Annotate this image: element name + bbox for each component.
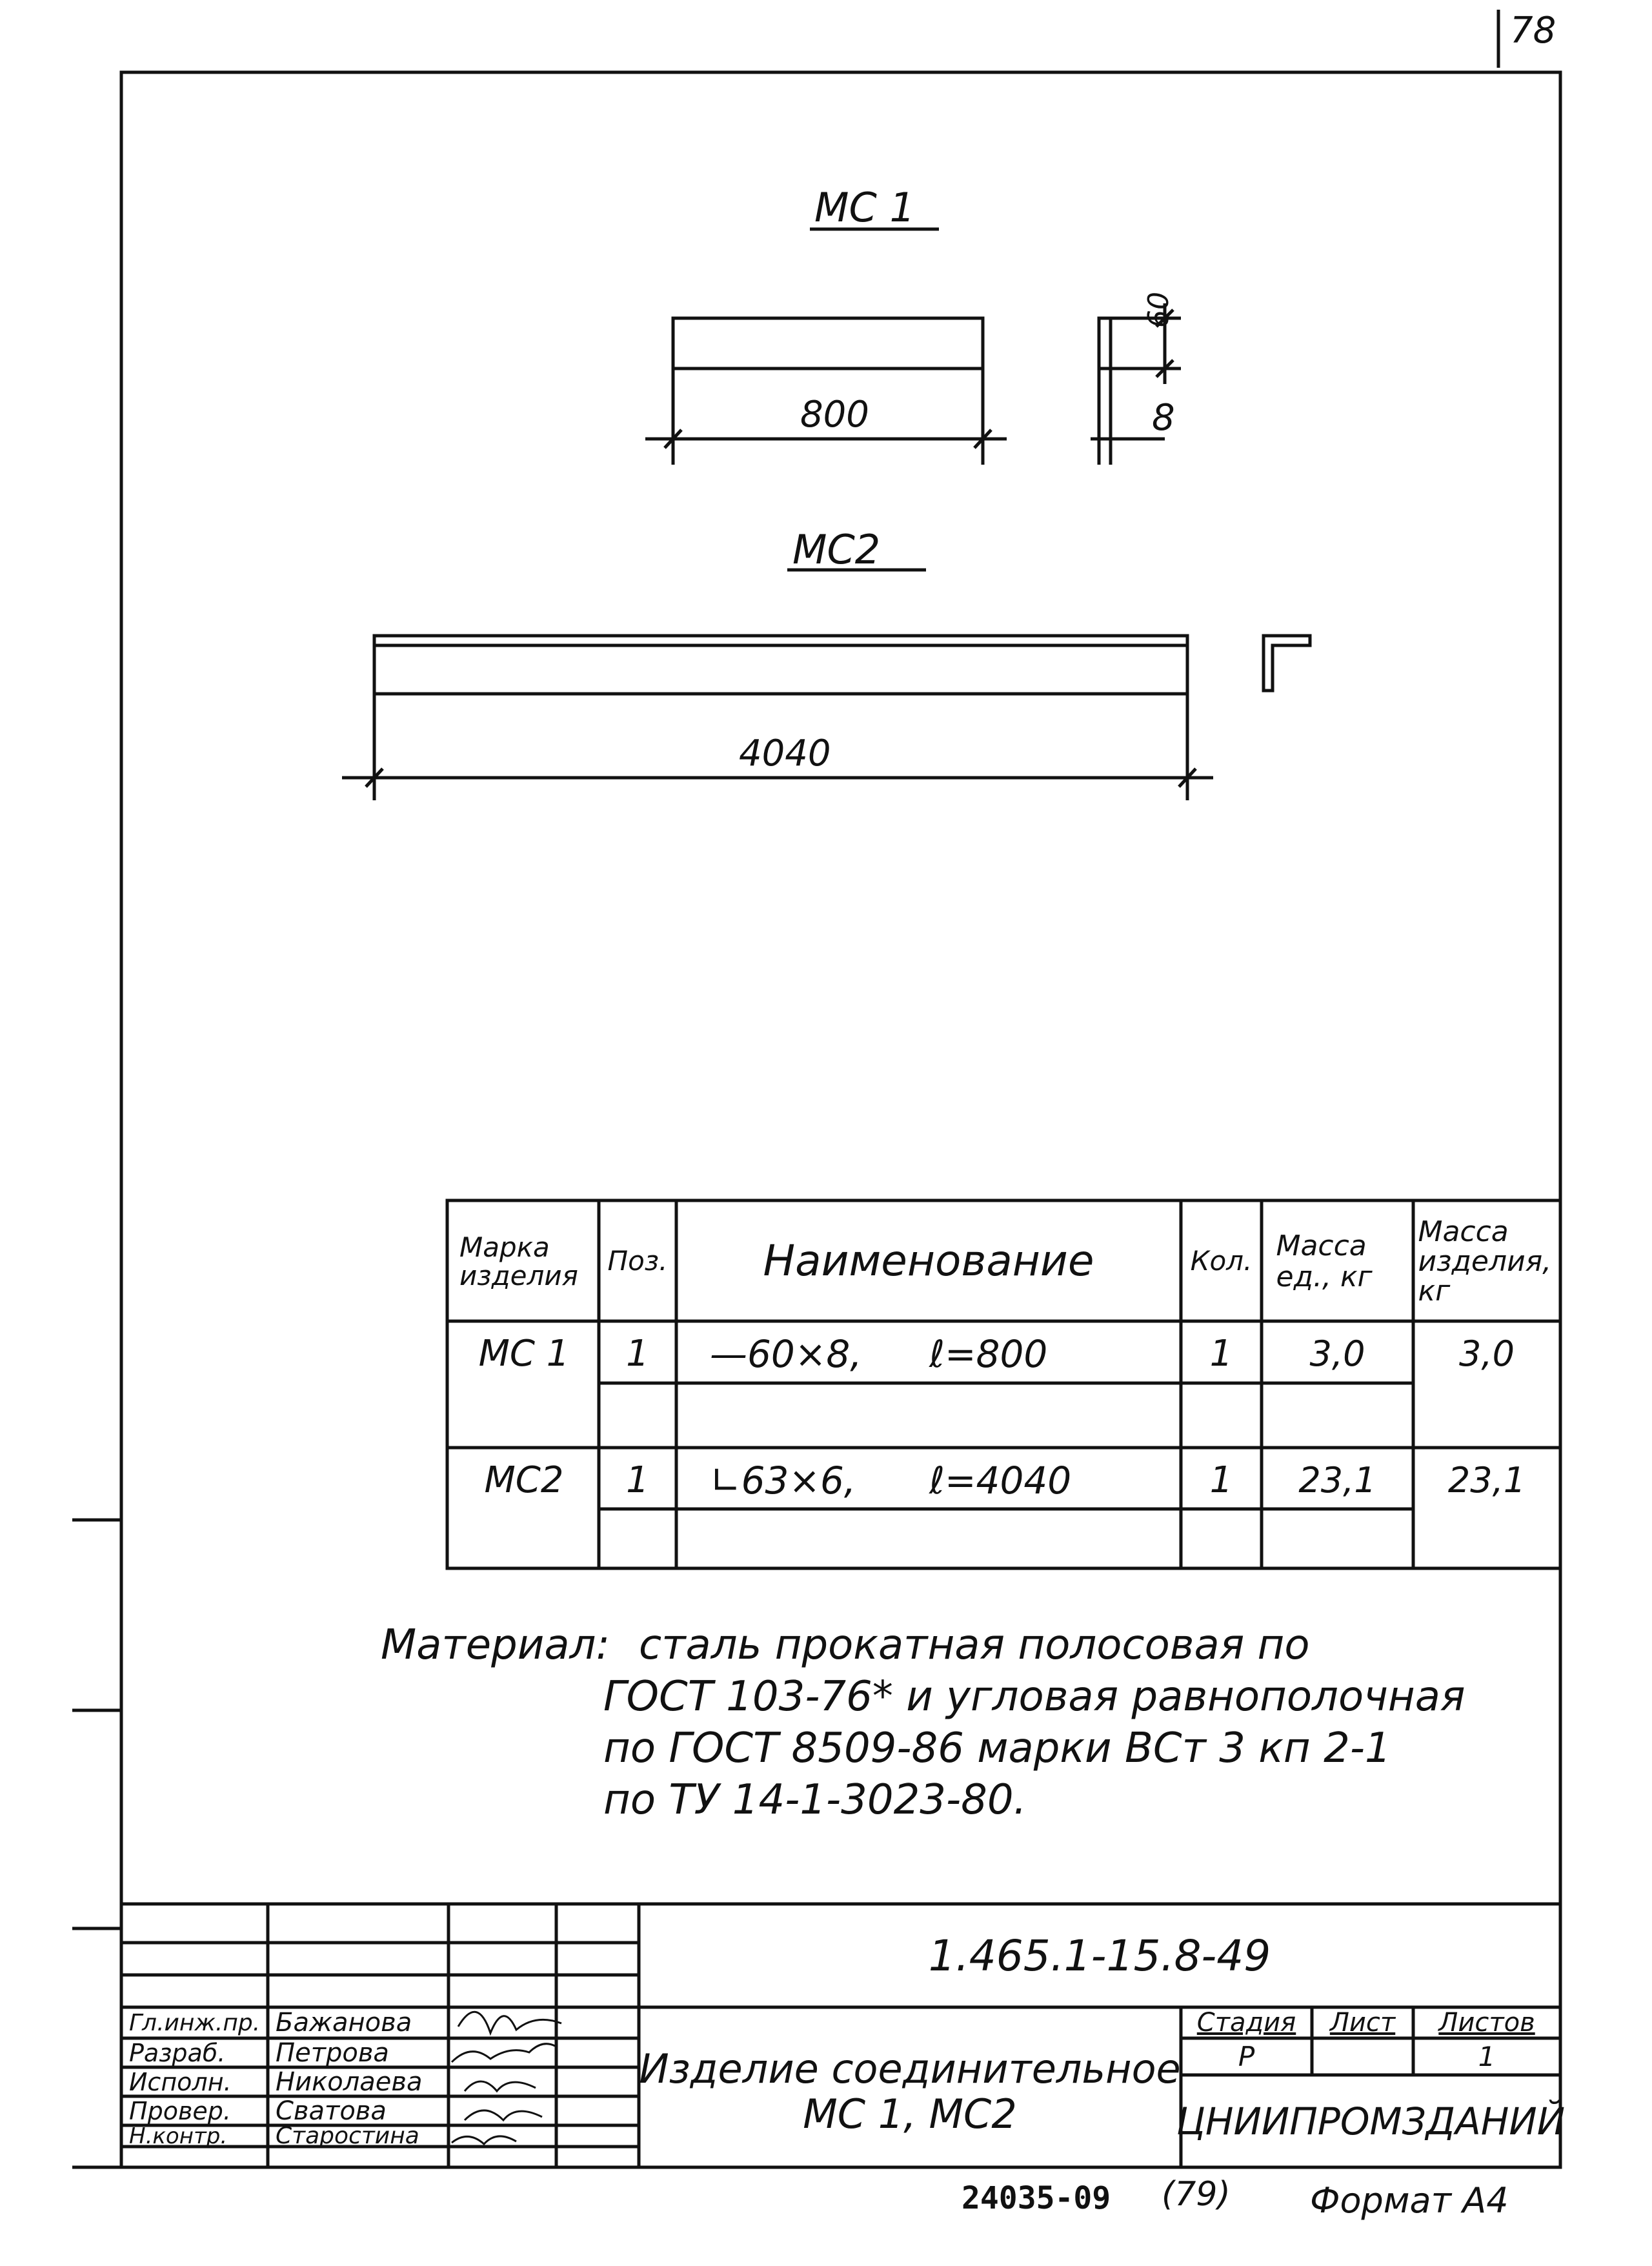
footer-page: (79)	[1162, 2175, 1231, 2214]
part2-length-dimension: 4040	[739, 733, 831, 774]
header-name: Наименование	[763, 1236, 1094, 1286]
role-4-name: Сватова	[276, 2096, 387, 2126]
row1-mass-unit: 3,0	[1309, 1333, 1365, 1374]
role-2-name: Петрова	[276, 2038, 389, 2068]
part1-length-dimension: 800	[800, 394, 869, 436]
header-qty: Кол.	[1190, 1245, 1253, 1277]
sheets-label: Листов	[1438, 2008, 1535, 2038]
signature-5	[452, 2136, 516, 2144]
row2-qty: 1	[1209, 1459, 1233, 1501]
footer-code: 24035-09	[962, 2180, 1111, 2216]
header-mark-text: Марка изделия	[459, 1231, 578, 1291]
organization: ЦНИИПРОМЗДАНИЙ	[1176, 2099, 1566, 2143]
material-label: Материал:	[381, 1621, 610, 1669]
row1-mark: МС 1	[478, 1333, 570, 1375]
sheet-frame	[121, 72, 1566, 2167]
footer-format: Формат А4	[1310, 2180, 1509, 2221]
row1-qty: 1	[1209, 1333, 1233, 1375]
title-line-2: МС 1, МС2	[803, 2090, 1017, 2138]
role-1-name: Бажанова	[276, 2008, 412, 2038]
material-line-2: ГОСТ 103-76* и угловая равнополочная	[603, 1673, 1466, 1721]
part1-front-view	[673, 318, 983, 369]
role-1: Гл.инж.пр.	[129, 2009, 261, 2036]
part2-title: МС2	[792, 526, 881, 573]
material-line-4: по ТУ 14-1-3023-80.	[603, 1776, 1027, 1824]
sheet-label: Лист	[1329, 2008, 1396, 2038]
role-5-name: Старостина	[276, 2123, 419, 2149]
row1-pos: 1	[626, 1333, 649, 1375]
row2-mass-unit: 23,1	[1298, 1460, 1376, 1501]
stage-label: Стадия	[1196, 2008, 1296, 2038]
corner-page-number: 78	[1510, 10, 1556, 52]
row2-mark: МС2	[484, 1459, 564, 1501]
header-mass-item	[1416, 1204, 1559, 1320]
row2-name: ∟63×6,	[710, 1458, 856, 1502]
sheets-value: 1	[1478, 2041, 1496, 2072]
row1-length: ℓ=800	[929, 1331, 1048, 1376]
row2-pos: 1	[626, 1459, 649, 1501]
document-code: 1.465.1-15.8-49	[928, 1930, 1271, 1981]
role-3-name: Николаева	[276, 2067, 423, 2097]
stage-value: Р	[1238, 2041, 1255, 2072]
signature-1	[458, 2012, 561, 2033]
material-line-3: по ГОСТ 8509-86 марки ВСт 3 кп 2-1	[603, 1725, 1391, 1772]
row2-length: ℓ=4040	[929, 1458, 1072, 1502]
header-mass-item-text: Масса изделия, кг	[1418, 1215, 1552, 1308]
header-pos: Поз.	[607, 1245, 668, 1277]
material-line-1: сталь прокатная полосовая по	[639, 1621, 1310, 1669]
part1-height-dimension: 60	[1142, 292, 1175, 328]
header-mass-unit	[1265, 1204, 1410, 1320]
title-line-1: Изделие соединительное	[639, 2045, 1181, 2092]
header-mark	[452, 1204, 596, 1320]
role-2: Разраб.	[129, 2038, 226, 2067]
part1-side-view	[1099, 318, 1111, 369]
part2-section-symbol	[1264, 636, 1310, 691]
header-mass-unit-text: Масса ед., кг	[1276, 1229, 1373, 1293]
row2-mass-item: 23,1	[1447, 1460, 1526, 1501]
part1-title: МС 1	[814, 184, 915, 231]
row1-name: —60×8,	[710, 1331, 862, 1376]
role-5: Н.контр.	[129, 2123, 228, 2149]
role-4: Провер.	[129, 2096, 231, 2125]
signature-3	[465, 2081, 536, 2091]
signature-2	[452, 2044, 555, 2062]
signature-4	[465, 2110, 542, 2120]
role-3: Исполн.	[129, 2067, 232, 2096]
part1-thickness-dimension: 8	[1152, 397, 1175, 439]
row1-mass-item: 3,0	[1459, 1333, 1515, 1374]
